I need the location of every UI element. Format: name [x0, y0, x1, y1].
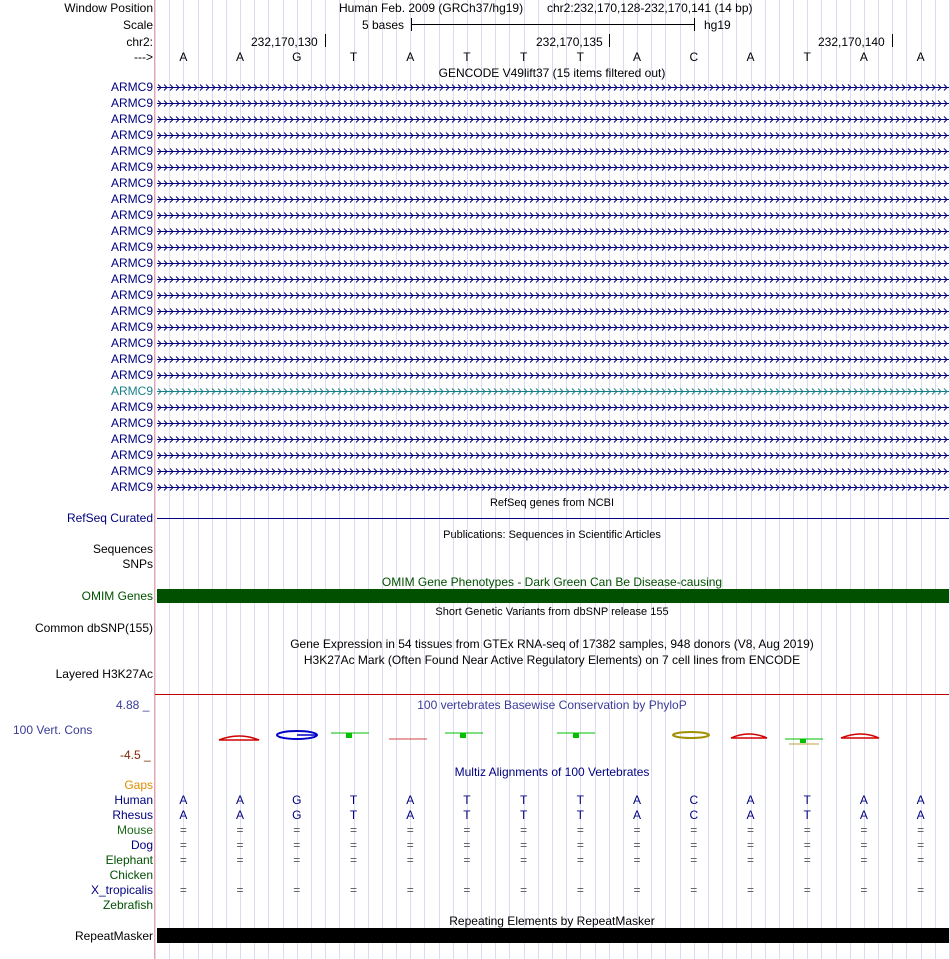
grid-line [793, 0, 794, 959]
multiz-base: = [179, 883, 187, 897]
grid-line [382, 0, 383, 959]
grid-line [169, 0, 170, 959]
multiz-base: = [576, 823, 584, 837]
multiz-base: = [860, 838, 868, 852]
multiz-base: = [520, 853, 528, 867]
multiz-base: = [463, 883, 471, 897]
gencode-item-label[interactable]: ARMC9 [110, 416, 153, 430]
grid-line [481, 0, 482, 959]
phylop-min-label: -4.5 _ [120, 748, 151, 762]
multiz-base: = [746, 853, 754, 867]
multiz-base: T [576, 793, 585, 807]
gencode-item-label[interactable]: ARMC9 [110, 288, 153, 302]
left-panel-divider [154, 0, 155, 959]
grid-line [254, 0, 255, 959]
multiz-base: = [860, 883, 868, 897]
multiz-base: T [519, 808, 528, 822]
gencode-item-label[interactable]: ARMC9 [110, 448, 153, 462]
multiz-base: T [803, 808, 811, 822]
multiz-base: T [463, 793, 471, 807]
gencode-item-label[interactable]: ARMC9 [110, 384, 153, 398]
multiz-base: T [349, 793, 358, 807]
gencode-item-label[interactable]: ARMC9 [110, 304, 153, 318]
gencode-transcript-line[interactable] [157, 323, 949, 332]
window-position-label: Window Position [64, 1, 153, 15]
grid-line [765, 0, 766, 959]
multiz-base: = [633, 838, 641, 852]
grid-line [665, 0, 666, 959]
multiz-base: A [633, 793, 642, 807]
multiz-base: = [803, 823, 811, 837]
gencode-transcript-line[interactable] [157, 195, 949, 204]
gencode-track-title[interactable]: GENCODE V49lift37 (15 items filtered out) [438, 66, 666, 80]
multiz-base: = [293, 823, 301, 837]
grid-line [708, 0, 709, 959]
gencode-transcript-line[interactable] [157, 275, 949, 284]
repeatmasker-track-title[interactable]: Repeating Elements by RepeatMasker [449, 914, 655, 928]
grid-line [609, 0, 610, 959]
refseq-track-title[interactable]: RefSeq genes from NCBI [489, 497, 615, 509]
gencode-item-label[interactable]: ARMC9 [110, 272, 153, 286]
base-letter: A [179, 50, 188, 64]
gencode-transcript-line[interactable] [157, 99, 949, 108]
multiz-species-label[interactable]: Mouse [116, 823, 153, 837]
phylop-letter-a [731, 734, 767, 738]
multiz-base: A [916, 793, 925, 807]
multiz-base: = [917, 853, 925, 867]
scale-bar-right-tick [694, 18, 695, 31]
multiz-base: = [179, 823, 187, 837]
gencode-item-label[interactable]: ARMC9 [110, 128, 153, 142]
gencode-transcript-line[interactable] [157, 147, 949, 156]
gencode-item-label[interactable]: ARMC9 [110, 176, 153, 190]
gencode-item-label[interactable]: ARMC9 [110, 208, 153, 222]
grid-line [212, 0, 213, 959]
multiz-base: A [406, 793, 415, 807]
gencode-transcript-line[interactable] [157, 179, 949, 188]
multiz-base: = [349, 853, 357, 867]
base-letter: T [576, 50, 585, 64]
grid-line [623, 0, 624, 959]
grid-line [892, 0, 893, 959]
multiz-base: = [463, 823, 471, 837]
gencode-item-label[interactable]: ARMC9 [110, 160, 153, 174]
ruler-tick [609, 34, 610, 47]
multiz-species-label[interactable]: Chicken [109, 868, 153, 882]
multiz-base: = [520, 838, 528, 852]
multiz-base: = [746, 838, 754, 852]
grid-line [821, 0, 822, 959]
grid-line [453, 0, 454, 959]
multiz-base: = [633, 883, 641, 897]
h3k27ac-track-title[interactable]: H3K27Ac Mark (Often Found Near Active Regulatory Elements) on 7 cell lines from ENCODE [303, 653, 801, 667]
omim-genes-label[interactable]: OMIM Genes [81, 589, 153, 603]
multiz-base: T [803, 793, 811, 807]
gencode-item-label[interactable]: ARMC9 [110, 432, 153, 446]
ruler-tick-label: 232,170,135 [536, 35, 603, 49]
multiz-base: = [236, 853, 244, 867]
multiz-base: = [293, 838, 301, 852]
gencode-transcript-line[interactable] [157, 211, 949, 220]
multiz-base: T [463, 808, 471, 822]
gencode-transcript-line[interactable] [157, 387, 949, 396]
base-letter: A [859, 50, 868, 64]
grid-line [226, 0, 227, 959]
multiz-base: = [633, 853, 641, 867]
snps-label[interactable]: SNPs [122, 557, 153, 571]
gencode-transcript-line[interactable] [157, 115, 949, 124]
gencode-item-label[interactable]: ARMC9 [110, 256, 153, 270]
multiz-base: = [690, 853, 698, 867]
multiz-base: = [746, 883, 754, 897]
scale-bar [411, 24, 695, 25]
phylop-max-label: 4.88 _ [116, 698, 150, 712]
grid-line [325, 0, 326, 959]
multiz-track-title[interactable]: Multiz Alignments of 100 Vertebrates [454, 765, 650, 779]
grid-line [268, 0, 269, 959]
assembly-text[interactable]: Human Feb. 2009 (GRCh37/hg19) [339, 1, 524, 15]
gencode-transcript-line[interactable] [157, 467, 949, 476]
gencode-transcript-line[interactable] [157, 83, 949, 92]
grid-line [722, 0, 723, 959]
strand-label: ---> [134, 50, 153, 64]
gencode-transcript-line[interactable] [157, 163, 949, 172]
multiz-base: = [803, 838, 811, 852]
gencode-transcript-line[interactable] [157, 259, 949, 268]
base-letter: A [236, 50, 245, 64]
phylop-letter-t [460, 733, 466, 738]
grid-line [595, 0, 596, 959]
repeatmasker-bar[interactable] [157, 928, 949, 943]
gencode-item-label[interactable]: ARMC9 [110, 464, 153, 478]
gencode-transcript-line[interactable] [157, 451, 949, 460]
gaps-label[interactable]: Gaps [124, 778, 153, 792]
gencode-transcript-line[interactable] [157, 131, 949, 140]
multiz-base: = [236, 883, 244, 897]
base-letter: A [746, 50, 755, 64]
multiz-base: = [746, 823, 754, 837]
multiz-base: A [633, 808, 642, 822]
publications-track-title[interactable]: Publications: Sequences in Scientific Articles [443, 529, 661, 541]
multiz-base: A [179, 808, 188, 822]
gencode-transcript-line[interactable] [157, 339, 949, 348]
phylop-letter-a [219, 736, 259, 740]
multiz-base: T [519, 793, 528, 807]
multiz-base: = [917, 838, 925, 852]
multiz-base: = [803, 853, 811, 867]
grid-line [495, 0, 496, 959]
gencode-item-label[interactable]: ARMC9 [110, 480, 153, 494]
repeatmasker-label[interactable]: RepeatMasker [74, 929, 153, 943]
base-letter: A [633, 50, 642, 64]
base-letter: T [519, 50, 528, 64]
grid-line [736, 0, 737, 959]
grid-line [906, 0, 907, 959]
phylop-logo [157, 726, 949, 750]
multiz-base: = [406, 823, 414, 837]
grid-line [396, 0, 397, 959]
scale-label: Scale [122, 18, 153, 32]
phylop-letter-c [673, 732, 709, 738]
phylop-letter-a [841, 734, 879, 738]
phylop-letter-t [800, 739, 806, 743]
multiz-base: = [406, 883, 414, 897]
multiz-base: C [689, 808, 699, 822]
refseq-gene-line[interactable] [157, 518, 949, 519]
gencode-item-label[interactable]: ARMC9 [110, 336, 153, 350]
multiz-base: = [860, 823, 868, 837]
multiz-base: A [179, 793, 188, 807]
gencode-transcript-line[interactable] [157, 307, 949, 316]
ruler-tick-label: 232,170,140 [818, 35, 885, 49]
grid-line [339, 0, 340, 959]
gtex-track-title[interactable]: Gene Expression in 54 tissues from GTEx RNA-seq of 17382 samples, 948 donors (V8, Aug 2019) [290, 637, 814, 651]
db-text: hg19 [704, 18, 731, 32]
multiz-species-label[interactable]: Rhesus [112, 808, 153, 822]
chr-label: chr2: [126, 35, 153, 49]
multiz-base: A [916, 808, 925, 822]
multiz-base: = [293, 883, 301, 897]
position-text[interactable]: chr2:232,170,128-232,170,141 (14 bp) [547, 1, 753, 15]
multiz-base: = [576, 838, 584, 852]
multiz-base: A [859, 808, 868, 822]
multiz-base: = [860, 853, 868, 867]
base-letter: T [803, 50, 811, 64]
gencode-item-label[interactable]: ARMC9 [110, 96, 153, 110]
multiz-base: = [236, 823, 244, 837]
multiz-base: = [803, 883, 811, 897]
multiz-base: = [406, 838, 414, 852]
multiz-base: = [633, 823, 641, 837]
gencode-item-label[interactable]: ARMC9 [110, 368, 153, 382]
scale-bar-left-tick [411, 18, 412, 31]
base-letter: G [292, 50, 302, 64]
multiz-base: = [236, 838, 244, 852]
gencode-item-label[interactable]: ARMC9 [110, 240, 153, 254]
sequences-label[interactable]: Sequences [92, 542, 153, 556]
gencode-transcript-line[interactable] [157, 243, 949, 252]
multiz-base: = [690, 823, 698, 837]
gencode-item-label[interactable]: ARMC9 [110, 112, 153, 126]
multiz-base: = [349, 838, 357, 852]
grid-line [509, 0, 510, 959]
common-dbsnp-label[interactable]: Common dbSNP(155) [34, 621, 153, 635]
grid-line [836, 0, 837, 959]
multiz-base: = [576, 883, 584, 897]
multiz-species-label[interactable]: Zebrafish [102, 898, 153, 912]
gencode-item-label[interactable]: ARMC9 [110, 400, 153, 414]
multiz-base: = [917, 823, 925, 837]
multiz-base: = [179, 838, 187, 852]
base-letter: A [406, 50, 415, 64]
multiz-base: = [520, 883, 528, 897]
grid-line [155, 0, 156, 959]
omim-gene-bar[interactable] [157, 589, 949, 603]
multiz-base: = [349, 823, 357, 837]
multiz-base: A [236, 793, 245, 807]
grid-line [651, 0, 652, 959]
grid-line [779, 0, 780, 959]
multiz-base: A [746, 793, 755, 807]
gencode-item-label[interactable]: ARMC9 [110, 224, 153, 238]
gencode-transcript-line[interactable] [157, 419, 949, 428]
gencode-transcript-line[interactable] [157, 403, 949, 412]
ruler-tick [325, 34, 326, 47]
scale-bar-text: 5 bases [362, 18, 405, 32]
gencode-transcript-line[interactable] [157, 435, 949, 444]
grid-line [538, 0, 539, 959]
multiz-base: G [292, 808, 302, 822]
multiz-base: = [690, 838, 698, 852]
multiz-species-label[interactable]: Elephant [105, 853, 153, 867]
multiz-base: A [746, 808, 755, 822]
ruler-tick-label: 232,170,130 [251, 35, 318, 49]
gencode-transcript-line[interactable] [157, 227, 949, 236]
multiz-species-label[interactable]: Dog [130, 838, 153, 852]
multiz-base: A [236, 808, 245, 822]
grid-line [311, 0, 312, 959]
grid-line [198, 0, 199, 959]
gencode-item-label[interactable]: ARMC9 [110, 352, 153, 366]
base-letter: T [463, 50, 471, 64]
grid-line [368, 0, 369, 959]
omim-track-title[interactable]: OMIM Gene Phenotypes - Dark Green Can Be Disease-causing [381, 575, 723, 589]
base-letter: T [349, 50, 358, 64]
grid-line [850, 0, 851, 959]
multiz-base: = [576, 853, 584, 867]
grid-line [283, 0, 284, 959]
phylop-letter-t [346, 733, 352, 738]
h3k27ac-baseline [155, 694, 949, 695]
refseq-curated-label[interactable]: RefSeq Curated [66, 511, 153, 525]
multiz-base: = [463, 838, 471, 852]
gencode-item-label[interactable]: ARMC9 [110, 192, 153, 206]
multiz-base: = [293, 853, 301, 867]
multiz-species-label[interactable]: X_tropicalis [90, 883, 153, 897]
grid-line [878, 0, 879, 959]
grid-line [439, 0, 440, 959]
multiz-base: A [406, 808, 415, 822]
gencode-transcript-line[interactable] [157, 483, 949, 492]
gencode-item-label[interactable]: ARMC9 [110, 80, 153, 94]
grid-line [680, 0, 681, 959]
gencode-transcript-line[interactable] [157, 371, 949, 380]
gencode-transcript-line[interactable] [157, 291, 949, 300]
multiz-base: = [690, 883, 698, 897]
grid-line [552, 0, 553, 959]
base-letter: A [916, 50, 925, 64]
layered-h3k27ac-label[interactable]: Layered H3K27Ac [55, 667, 153, 681]
multiz-base: G [292, 793, 302, 807]
multiz-species-label[interactable]: Human [114, 793, 153, 807]
multiz-base: T [349, 808, 358, 822]
phylop-track-label[interactable]: 100 Vert. Cons [13, 723, 93, 737]
multiz-base: = [406, 853, 414, 867]
ruler-tick [892, 34, 893, 47]
base-letter: C [689, 50, 699, 64]
phylop-track-title[interactable]: 100 vertebrates Basewise Conservation by PhyloP [417, 698, 687, 712]
gencode-item-label[interactable]: ARMC9 [110, 320, 153, 334]
gencode-transcript-line[interactable] [157, 355, 949, 364]
grid-line [424, 0, 425, 959]
gencode-item-label[interactable]: ARMC9 [110, 144, 153, 158]
multiz-base: C [689, 793, 699, 807]
multiz-base: T [576, 808, 585, 822]
dbsnp-track-title[interactable]: Short Genetic Variants from dbSNP release 155 [435, 606, 669, 618]
grid-line [935, 0, 936, 959]
multiz-base: = [463, 853, 471, 867]
multiz-base: = [179, 853, 187, 867]
multiz-base: A [859, 793, 868, 807]
phylop-letter-t [573, 733, 579, 738]
multiz-base: = [349, 883, 357, 897]
multiz-base: = [520, 823, 528, 837]
multiz-base: = [917, 883, 925, 897]
grid-line [566, 0, 567, 959]
